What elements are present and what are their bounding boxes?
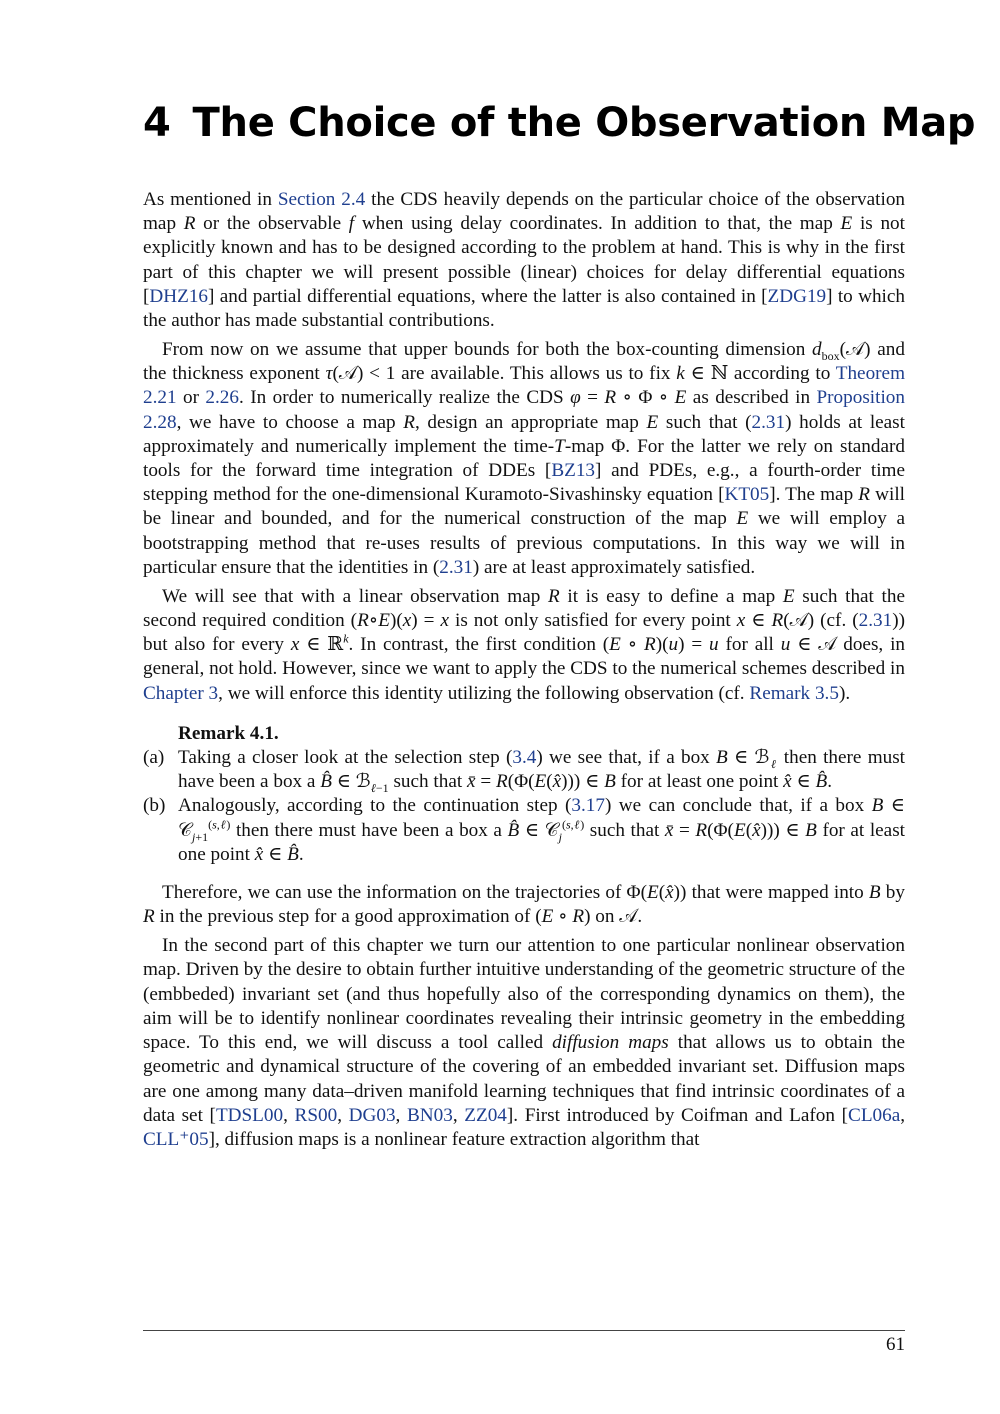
ref-proposition-2-28[interactable]: Proposition 2.28 [143,387,905,433]
remark-title: Remark 4.1. [178,722,279,744]
paragraph-4: Therefore, we can use the information on the trajectories of Φ(E(x̂)) that were mapped into B by R in the previous step for a good approximation of (E ∘ R) on 𝒜. [143,882,905,928]
ref-eq-2-31-c[interactable]: 2.31 [858,610,893,632]
paragraph-1: As mentioned in Section 2.4 the CDS heavily depends on the particular choice of the observation map R or the observable f when using delay coordinates. In addition to that, the map E is not explicitly known and has to be designed according to the problem at hand. This is why in the first part of this chapter we will present possible (linear) choices for delay differential equations [DHZ16] and partial differential equations, where the latter is also contained in [ZDG19] to which the author has made substantial contributions. [143,189,906,332]
ref-2-26[interactable]: 2.26 [205,387,239,409]
cite-kt05[interactable]: KT05 [724,484,770,506]
ref-eq-3-4[interactable]: 3.4 [512,747,537,769]
ref-eq-2-31-b[interactable]: 2.31 [439,556,473,578]
chapter-heading [143,100,975,146]
chapter-number: 4 [143,100,171,146]
cite-cll05[interactable]: CLL⁺05 [143,1128,209,1150]
cite-cl06a[interactable]: CL06a [848,1104,901,1126]
ref-section-2-4[interactable]: Section 2.4 [277,189,366,210]
remark-item-b: (b) Analogously, according to the continuation step (3.17) we can conclude that, if a box B ∈ 𝒞$_{j+1}^{(s,\ell)}$ then there must have been a box a B̂ ∈ 𝒞$_j^{(s,\ell)}$ such that x̄ = R(Φ(E(x̂))) ∈ B for at least one point x̂ ∈ B̂. [143,795,905,865]
chapter-body [143,188,905,1152]
cite-dhz16[interactable]: DHZ16 [149,285,209,307]
cite-tdsl00[interactable]: TDSL00 [215,1104,284,1126]
cite-zdg19[interactable]: ZDG19 [767,285,827,307]
cite-zz04[interactable]: ZZ04 [464,1104,507,1126]
remark-item-b-label: (b) [143,795,166,817]
ref-chapter-3[interactable]: Chapter 3 [143,682,219,704]
cite-dg03[interactable]: DG03 [348,1104,396,1126]
remark-item-a: (a) Taking a closer look at the selection step (3.4) we see that, if a box B ∈ ℬ$_\ell$ then there must have been a box a B̂ ∈ ℬ$_{\ell-1}$ such that x̄ = R(Φ(E(x̂))) ∈ B for at least one point x̂ ∈ B̂. [143,747,906,796]
page-number: 61 [886,1334,905,1355]
ref-remark-3-5[interactable]: Remark 3.5 [749,682,839,704]
remark-item-a-label: (a) [143,747,165,769]
cite-bn03[interactable]: BN03 [406,1104,453,1126]
footer-rule [143,1330,905,1331]
ref-eq-3-17[interactable]: 3.17 [571,795,605,817]
paragraph-2: From now on we assume that upper bounds for both the box-counting dimension $d_{box}(𝒜)$ and the thickness exponent τ(𝒜) < 1 are available. This allows us to fix k ∈ ℕ according to Theorem 2.21 or 2.26. In order to numerically realize the CDS φ = R ∘ Φ ∘ E as described in Proposition 2.28, we have to choose a map R, design an appropriate map E such that (2.31) holds at least approximately and numerically implement the time-T-map Φ. For the latter we rely on standard tools for the forward time integration of DDEs [BZ13] and PDEs, e.g., a fourth-order time stepping method for the one-dimensional Kuramoto-Sivashinsky equation [KT05]. The map R will be linear and bounded, and for the numerical construction of the map E we will employ a bootstrapping method that re-uses results of previous computations. In this way we will in particular ensure that the identities in (2.31) are at least approximately satisfied. [143,339,905,578]
paragraph-3: We will see that with a linear observation map R it is easy to define a map E such that the second required condition (R∘E)(x) = x is not only satisfied for every point x ∈ R(𝒜) (cf. (2.31)) but also for every x ∈ ℝ$^k$. In contrast, the first condition (E ∘ R)(u) = u for all u ∈ 𝒜 does, in general, not hold. However, since we want to apply the CDS to the numerical schemes described in Chapter 3, we will enforce this identity utilizing the following observation (cf. Remark 3.5). [143,585,905,704]
cite-rs00[interactable]: RS00 [294,1104,338,1126]
ref-theorem-2-21[interactable]: Theorem 2.21 [143,363,905,409]
chapter-title: The Choice of the Observation Map [192,100,976,146]
paragraph-5: In the second part of this chapter we turn our attention to one particular nonlinear observation map. Driven by the desire to obtain further intuitive understanding of the geometric structure of the (embbeded) invariant set (and thus hopefully also of the corresponding dynamics on them), the aim will be to identify nonlinear coordinates revealing their intrinsic geometry in the embedding space. To this end, we will discuss a tool called diffusion maps that allows us to obtain the geometric and dynamical structure of the covering of an embedded invariant set. Diffusion maps are one among many data–driven manifold learning techniques that find intrinsic coordinates of a data set [TDSL00, RS00, DG03, BN03, ZZ04]. First introduced by Coifman and Lafon [CL06a, CLL⁺05], diffusion maps is a nonlinear feature extraction algorithm that [143,935,906,1150]
cite-bz13[interactable]: BZ13 [551,460,596,482]
ref-eq-2-31-a[interactable]: 2.31 [751,411,786,433]
